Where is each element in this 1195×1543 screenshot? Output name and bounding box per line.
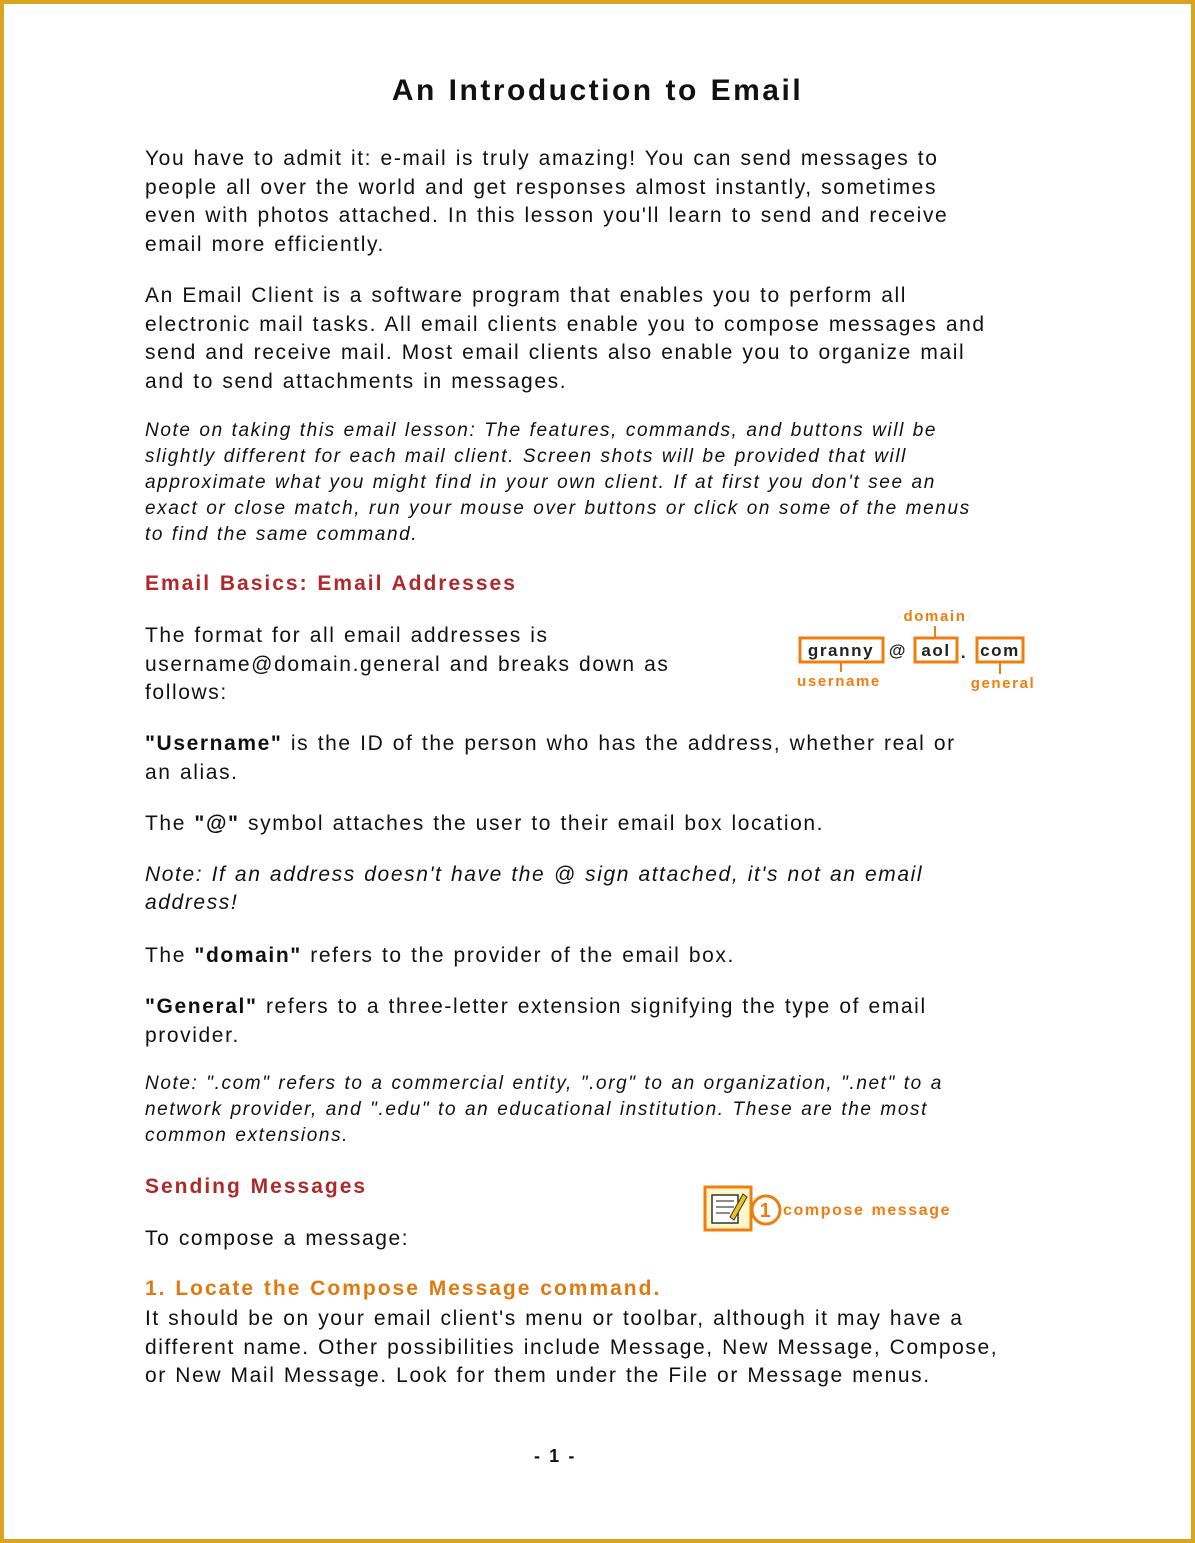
at-symbol-paragraph	[145, 810, 824, 839]
diagram-label-username: username	[797, 673, 881, 690]
text-line: different name. Other possibilities include Message, New Message, Compose,	[145, 1335, 999, 1359]
username-paragraph	[145, 730, 956, 787]
step-1-heading: 1. Locate the Compose Message command.	[145, 1277, 662, 1300]
text-line: It should be on your email client's menu or toolbar, although it may have a	[145, 1307, 964, 1330]
term-username: "Username"	[145, 732, 283, 755]
text-line: or New Mail Message. Look for them under the File or Message menus.	[145, 1364, 931, 1387]
text-line: approximate what you might find in your own client. If at first you don't see an	[145, 472, 936, 493]
text-line: common extensions.	[145, 1125, 350, 1146]
text-segment: The	[145, 812, 195, 835]
text-line: provider.	[145, 1023, 240, 1047]
text-line: send and receive mail. Most email clients also enable you to organize mail	[145, 341, 966, 364]
intro-paragraph-1	[145, 145, 948, 259]
text-line: Note: ".com" refers to a commercial entity, ".org" to an organization, ".net" to a	[145, 1073, 943, 1094]
text-line: is the ID of the person who has the address, whether real or	[282, 732, 956, 755]
term-domain: "domain"	[194, 944, 302, 967]
text-line: and to send attachments in messages.	[145, 369, 568, 393]
address-format-paragraph	[145, 622, 669, 708]
text-line: username@domain.general and breaks down as	[145, 652, 670, 676]
dot-symbol: .	[960, 643, 968, 662]
extensions-note	[145, 1071, 943, 1149]
domain-value: aol	[921, 641, 951, 660]
section-heading-email-basics: Email Basics: Email Addresses	[145, 572, 517, 595]
text-line: refers to a three-letter extension signifying the type of email	[257, 995, 927, 1018]
text-line: You have to admit it: e-mail is truly amazing! You can send messages to	[145, 147, 939, 170]
diagram-label-general: general	[970, 675, 1036, 692]
step-number: 1	[759, 1200, 773, 1222]
at-symbol: @	[888, 641, 908, 660]
text-line: people all over the world and get responses almost instantly, sometimes	[145, 175, 938, 199]
at-sign-note	[145, 861, 923, 917]
compose-message-graphic	[703, 1184, 953, 1234]
text-segment: The	[145, 944, 195, 967]
intro-paragraph-2	[145, 282, 986, 396]
text-line: Note: If an address doesn't have the @ sign attached, it's not an email	[145, 863, 924, 886]
compose-message-icon	[705, 1187, 751, 1230]
text-line: An Email Client is a software program that enables you to perform all	[145, 284, 908, 307]
text-line: address!	[145, 891, 239, 914]
text-line: exact or close match, run your mouse over buttons or click on some of the menus	[145, 498, 971, 519]
general-value: com	[980, 641, 1020, 660]
text-line: Note on taking this email lesson: The features, commands, and buttons will be	[145, 420, 938, 441]
term-at: "@"	[194, 812, 240, 835]
text-segment: symbol attaches the user to their email box location.	[239, 812, 825, 835]
text-line: email more efficiently.	[145, 232, 385, 256]
text-line: slightly different for each mail client. Screen shots will be provided that will	[145, 446, 908, 467]
username-value: granny	[807, 641, 875, 660]
step-1-text	[145, 1305, 998, 1391]
text-line: network provider, and ".edu" to an educational institution. These are the most	[145, 1099, 929, 1120]
text-line: to find the same command.	[145, 524, 419, 545]
diagram-label-domain: domain	[903, 608, 967, 625]
compose-message-label: compose message	[783, 1202, 952, 1219]
text-line: The format for all email addresses is	[145, 624, 549, 647]
domain-paragraph	[145, 942, 735, 971]
text-line: follows:	[145, 681, 228, 704]
text-line: an alias.	[145, 760, 239, 784]
text-segment: refers to the provider of the email box.	[301, 944, 735, 967]
section-heading-sending-messages: Sending Messages	[145, 1175, 368, 1198]
lesson-note	[145, 418, 971, 548]
compose-intro: To compose a message:	[145, 1227, 410, 1250]
email-address-diagram	[795, 604, 1040, 696]
text-line: even with photos attached. In this lesson you'll learn to send and receive	[145, 204, 949, 227]
text-line: electronic mail tasks. All email clients enable you to compose messages and	[145, 312, 986, 336]
page-title: An Introduction to Email	[391, 74, 804, 107]
general-paragraph	[145, 993, 927, 1050]
term-general: "General"	[145, 995, 258, 1018]
page-number: - 1 -	[533, 1446, 576, 1466]
